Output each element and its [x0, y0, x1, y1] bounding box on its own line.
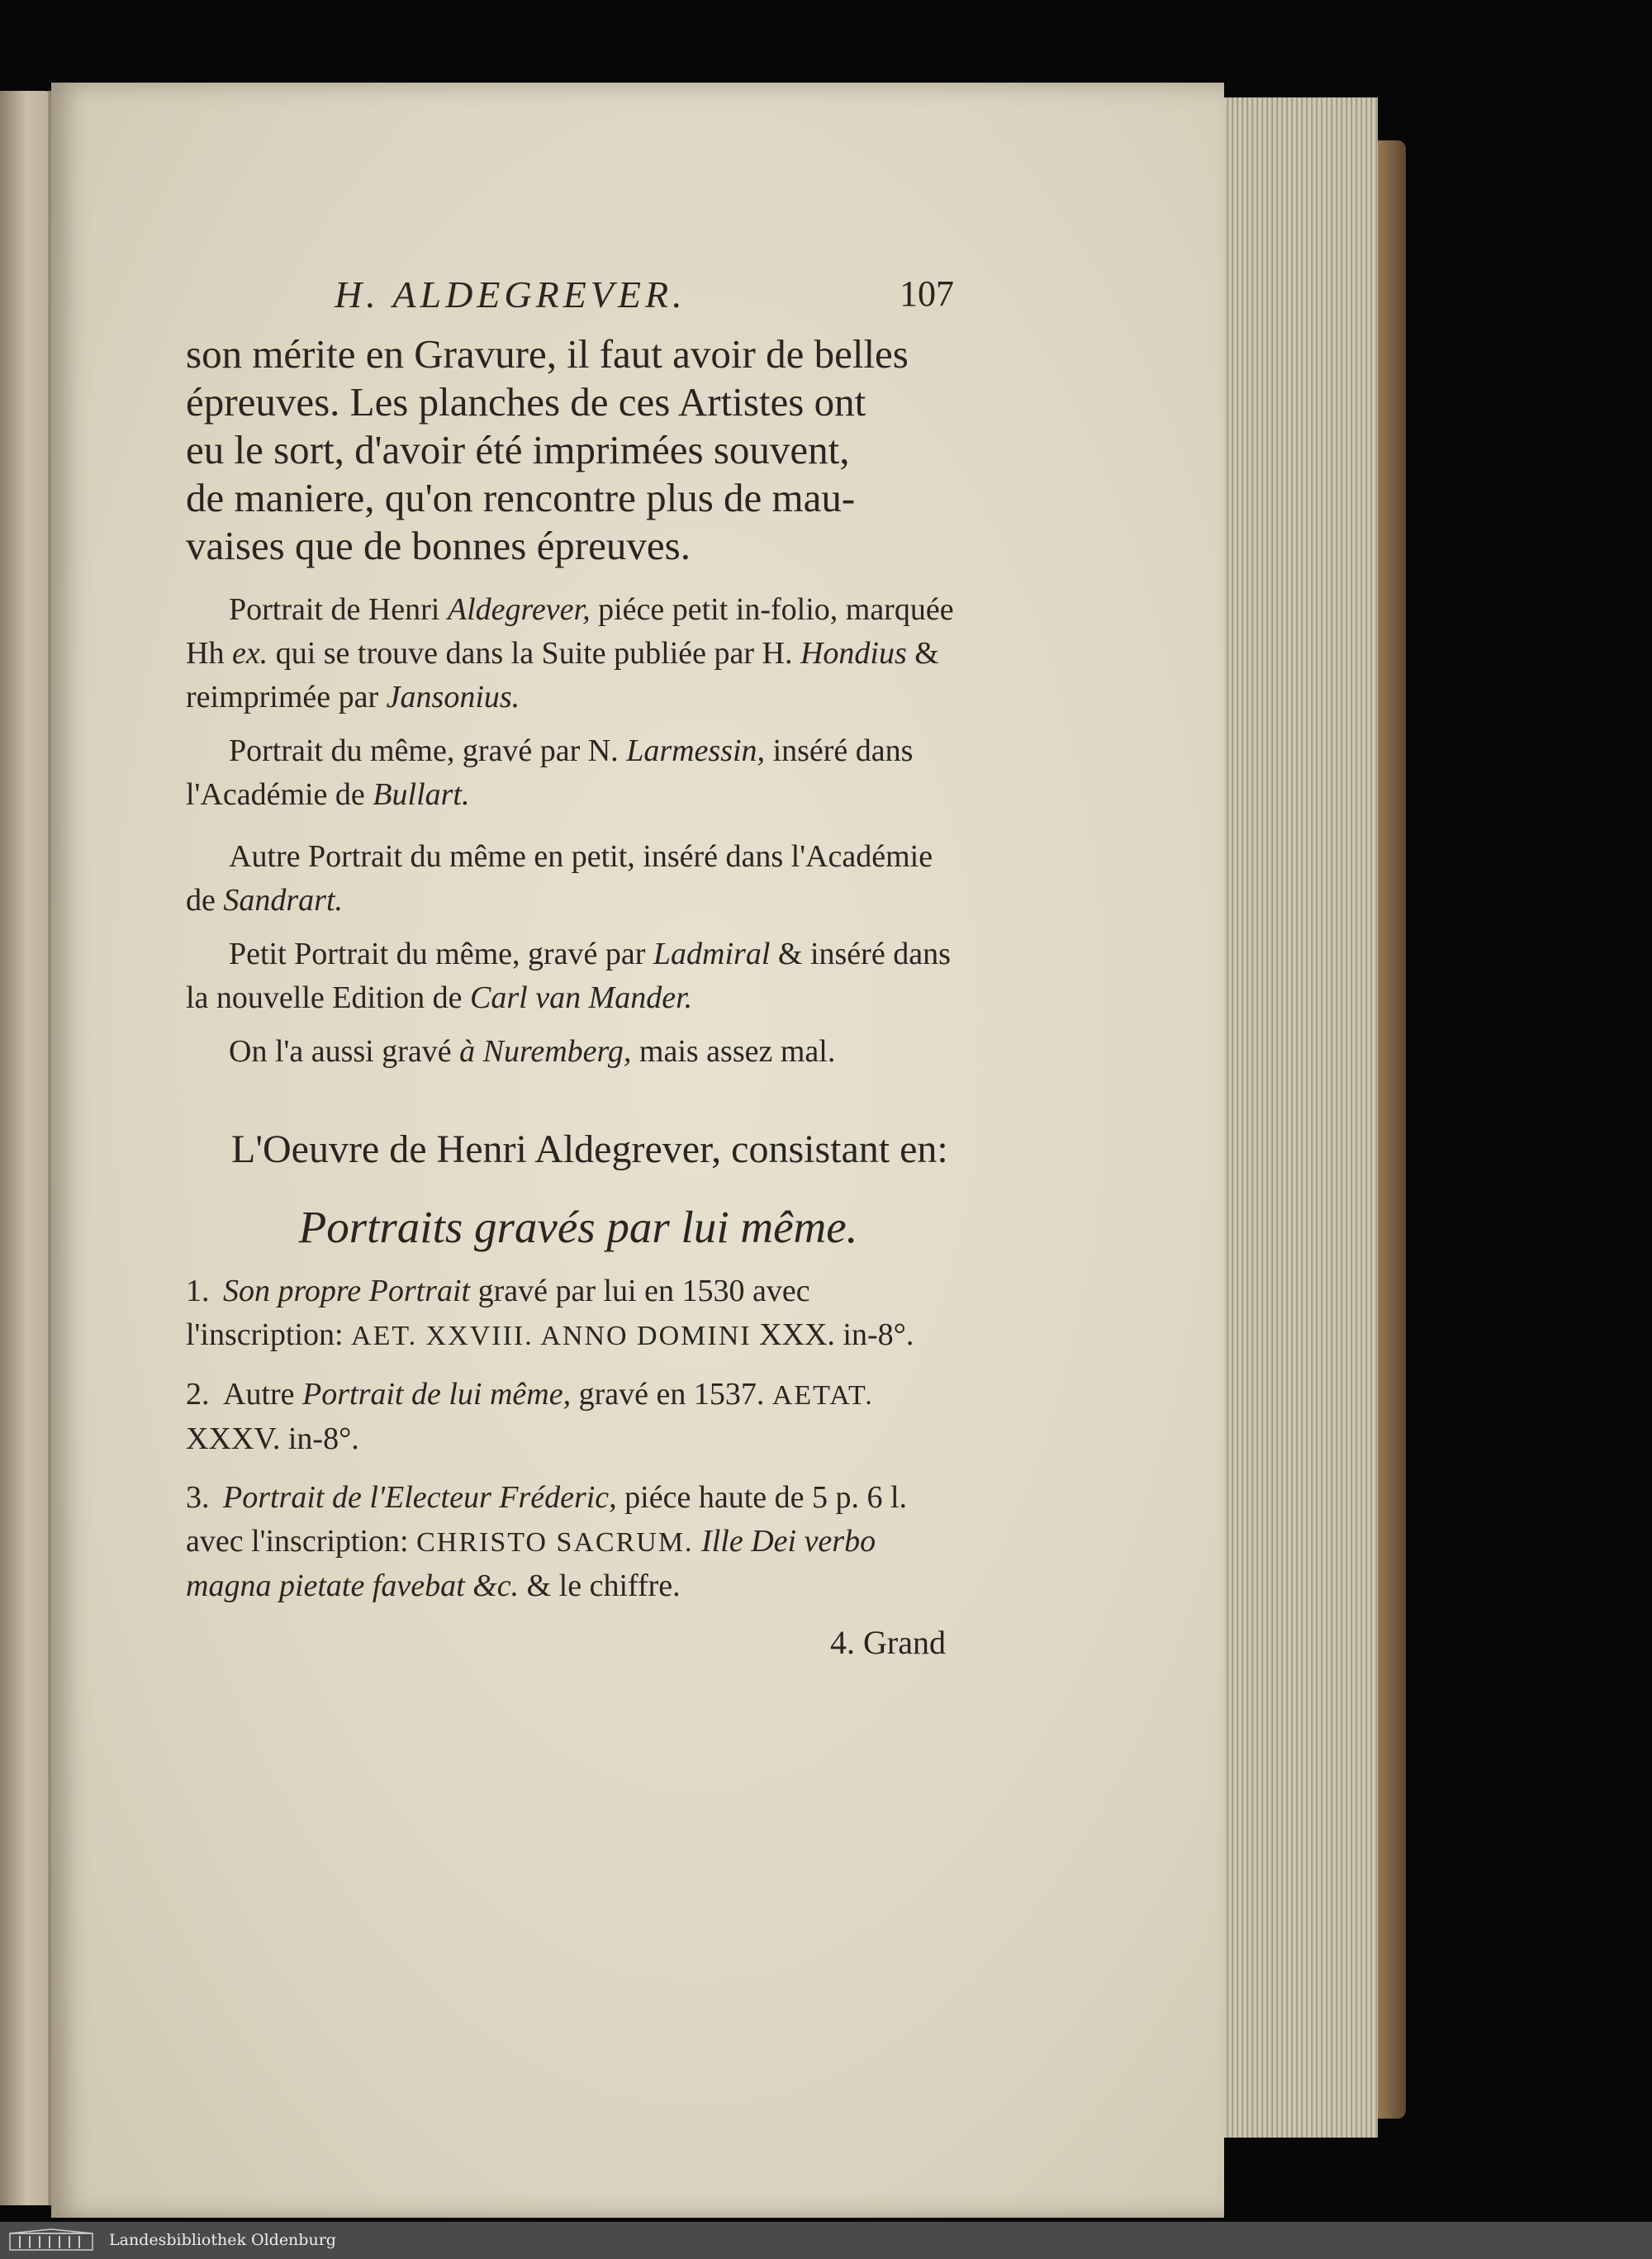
catchword: 4. Grand — [830, 1624, 946, 1661]
entry-text: Autre Portrait du même en petit, inséré dans l'Académie de — [186, 839, 933, 918]
item-number: 1. — [186, 1274, 210, 1308]
entry-text: mais assez mal. — [631, 1034, 836, 1069]
page-text — [186, 273, 954, 1662]
portrait-entry — [186, 933, 954, 1020]
portrait-entry — [186, 729, 954, 817]
entry-text: Portrait du même, gravé par N. — [229, 733, 627, 768]
entry-italic: Jansonius. — [386, 680, 520, 714]
lead-line: de maniere, qu'on rencontre plus de mau- — [186, 475, 856, 520]
footer-bar — [0, 2222, 1652, 2259]
library-name: Landesbibliothek Oldenburg — [109, 2231, 336, 2249]
catalogue-item — [186, 1476, 954, 1608]
item-inscription: CHRISTO SACRUM. — [416, 1527, 694, 1558]
page-header — [186, 273, 954, 330]
page-leaves-edge — [1204, 97, 1378, 2138]
item-italic: Portrait de l'Electeur Fréderic, — [223, 1480, 617, 1515]
entry-text: & inséré dans la nouvelle Edition de — [186, 937, 951, 1015]
lead-line: vaises que de bonnes épreuves. — [186, 523, 691, 568]
page-number: 107 — [900, 273, 954, 314]
entry-text: inséré dans l'Académie de — [186, 733, 914, 812]
section-title: Portraits gravés par lui même. — [298, 1202, 858, 1252]
item-italic: Son propre Portrait — [223, 1274, 471, 1308]
item-text: gravé en 1537. — [571, 1377, 772, 1412]
item-text: Autre — [223, 1377, 303, 1412]
library-building-icon — [8, 2228, 95, 2252]
item-number: 2. — [186, 1377, 210, 1412]
catalogue-item — [186, 1270, 954, 1358]
entry-italic: Bullart. — [373, 777, 470, 812]
item-text: XXX. in-8°. — [751, 1317, 914, 1352]
item-text: gravé par lui en 1530 avec l'inscription: — [186, 1274, 810, 1352]
oeuvre-heading: L'Oeuvre de Henri Aldegrever, consistant en: — [231, 1127, 948, 1171]
portrait-entry — [186, 835, 954, 923]
catalogue-item — [186, 1373, 954, 1461]
entry-italic: Aldegrever, — [447, 592, 591, 627]
entry-text: piéce petit in-folio, marquée Hh — [186, 592, 954, 671]
item-text: piéce haute de 5 p. 6 l. avec l'inscription: — [186, 1480, 908, 1559]
entry-text: On l'a aussi gravé — [229, 1034, 460, 1069]
running-head: H. ALDEGREVER. — [335, 273, 686, 316]
item-inscription: AETAT. — [771, 1380, 874, 1411]
entry-text: Petit Portrait du même, gravé par — [229, 937, 653, 971]
entry-italic: Sandrart. — [223, 883, 344, 918]
item-text: XXXV. in-8°. — [186, 1421, 359, 1456]
entry-italic: à Nuremberg, — [459, 1034, 632, 1069]
entry-italic: Ladmiral — [653, 937, 771, 971]
item-text: & le chiffre. — [519, 1568, 681, 1603]
entry-italic: Carl van Mander. — [470, 980, 693, 1015]
portrait-entry — [186, 1030, 954, 1074]
lead-line: eu le sort, d'avoir été imprimées souvent, — [186, 427, 850, 472]
entry-text: & reimprimée par — [186, 636, 939, 714]
lead-line: son mérite en Gravure, il faut avoir de belles — [186, 331, 909, 377]
entry-italic: ex. — [231, 636, 268, 671]
item-italic: Portrait de lui même, — [302, 1377, 572, 1412]
portrait-entry — [186, 588, 954, 719]
entry-text: Portrait de Henri — [229, 592, 448, 627]
item-inscription: AET. XXVIII. ANNO DOMINI — [351, 1321, 752, 1351]
lead-line: épreuves. Les planches de ces Artistes ont — [186, 379, 866, 425]
item-italic: Ille Dei verbo magna pietate favebat &c. — [186, 1524, 876, 1603]
item-number: 3. — [186, 1480, 210, 1515]
entry-italic: Larmessin, — [626, 733, 766, 768]
entry-italic: Hondius — [800, 636, 907, 671]
entry-text: qui se trouve dans la Suite publiée par H. — [268, 636, 800, 671]
lead-paragraph — [186, 330, 954, 570]
